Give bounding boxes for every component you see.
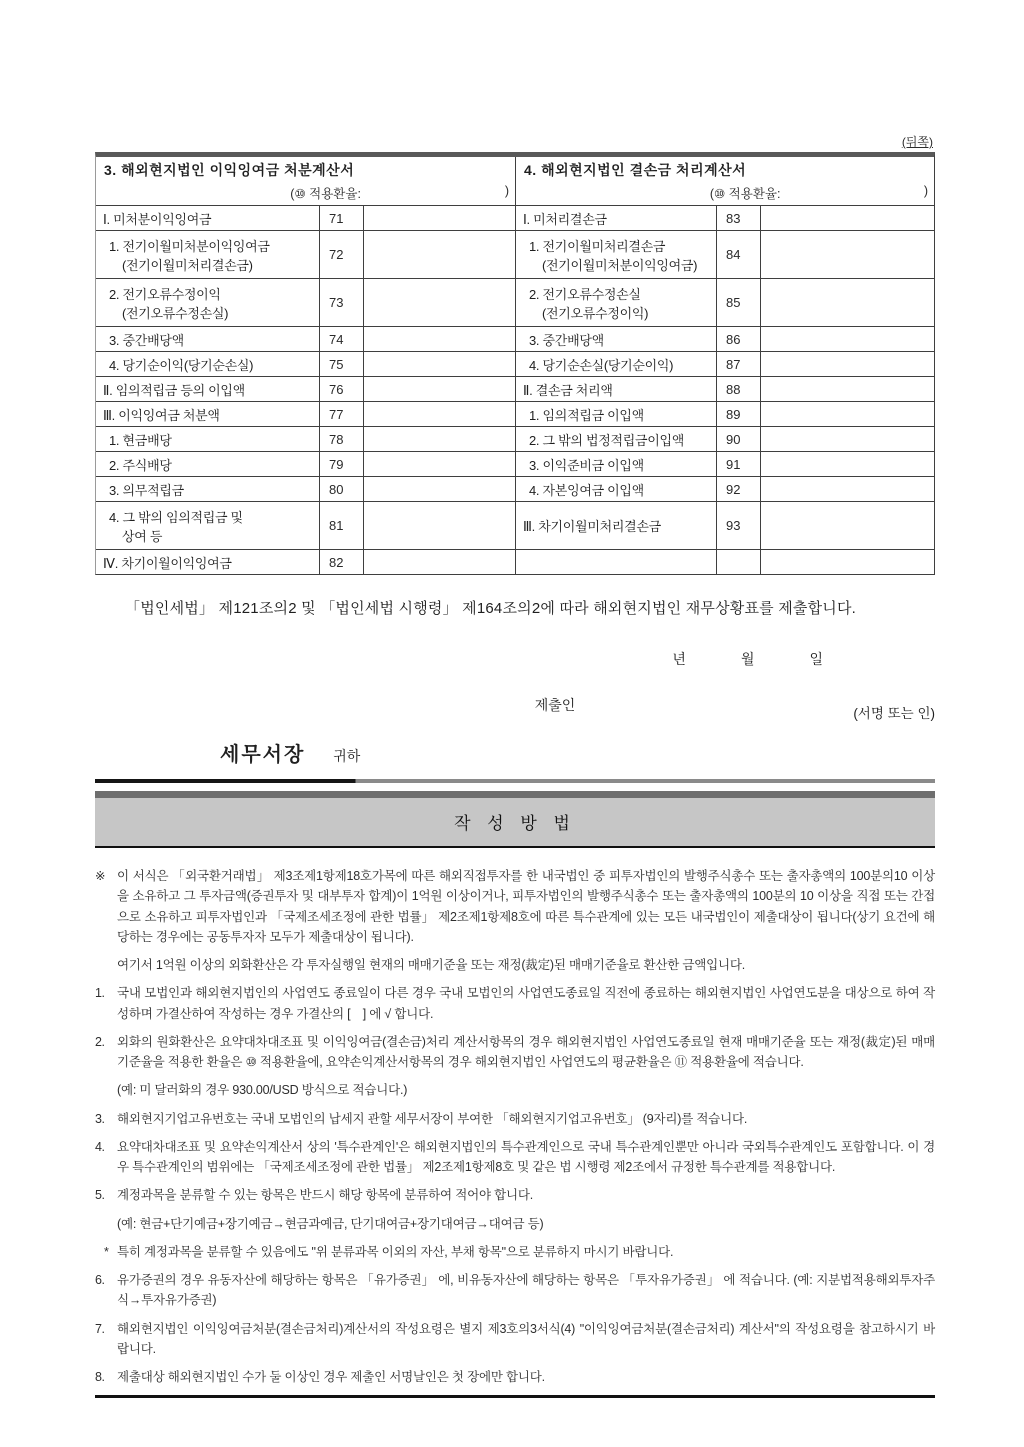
row-value-cell: [760, 352, 934, 376]
instruction-text: 유가증권의 경우 유동자산에 해당하는 항목은 「유가증권」 에, 비유동자산에 해당하는 항목은 「투자유가증권」 에 적습니다. (예: 지분법적용해외투자주식→투자유가증권): [117, 1273, 935, 1308]
row-value-cell: [363, 427, 515, 451]
row-label: Ⅱ. 임의적립금 등의 이입액: [103, 382, 245, 398]
row-code: 77: [319, 402, 363, 426]
rate-label-right: (⑩ 적용환율:: [709, 187, 781, 201]
month-label: 월: [740, 651, 755, 667]
instruction-item: [95, 1080, 935, 1100]
row-value-cell: [363, 279, 515, 326]
row-code: 75: [319, 352, 363, 376]
instruction-text: (예: 현금+단기예금+장기예금→현금과예금, 단기대여금+장기대여금→대여금 등): [117, 1216, 544, 1231]
instruction-text: 제출대상 해외현지법인 수가 둘 이상인 경우 제출인 서명날인은 첫 장에만 합니다.: [117, 1370, 545, 1384]
instruction-marker: 1.: [95, 986, 105, 1001]
row-value-cell: [363, 550, 515, 574]
row-code: 85: [716, 279, 760, 326]
row-value-cell: [363, 327, 515, 351]
row-label: [516, 550, 716, 574]
instruction-marker: 4.: [95, 1139, 105, 1154]
table-row: [96, 401, 515, 426]
row-value-cell: [363, 377, 515, 401]
retained-earnings-table: [96, 157, 515, 574]
retained-earnings-title: 3. 해외현지법인 이익잉여금 처분계산서: [104, 162, 355, 178]
bottom-rule: [95, 1395, 935, 1398]
row-label: 1. 전기이월미처분이익잉여금 (전기이월미처리결손금): [96, 231, 319, 278]
instruction-item: [95, 1270, 935, 1311]
deficit-disposal-table: [515, 157, 934, 574]
row-code: 90: [716, 427, 760, 451]
instruction-item: [95, 866, 935, 947]
row-code: 72: [319, 231, 363, 278]
row-code: 93: [716, 502, 760, 549]
row-label: 3. 의무적립금: [109, 482, 184, 498]
instruction-item: [95, 1319, 935, 1360]
row-value-cell: [760, 452, 934, 476]
row-label: Ⅲ. 이익잉여금 처분액: [103, 407, 220, 423]
row-code: 71: [319, 206, 363, 230]
instruction-item: [95, 983, 935, 1024]
table-row: [96, 549, 515, 574]
row-label: Ⅳ. 차기이월이익잉여금: [103, 555, 232, 571]
row-code: 81: [319, 502, 363, 549]
instruction-marker: 7.: [95, 1321, 105, 1336]
row-value-cell: [363, 477, 515, 501]
instruction-marker: 5.: [95, 1188, 105, 1203]
row-label: 3. 중간배당액: [109, 332, 184, 348]
row-label: 4. 당기순이익(당기순손실): [109, 357, 254, 373]
retained-earnings-rows: [96, 205, 515, 574]
row-code: 82: [319, 550, 363, 574]
row-code: 80: [319, 477, 363, 501]
row-label: 1. 임의적립금 이입액: [529, 407, 644, 423]
row-code: 76: [319, 377, 363, 401]
table-row: [96, 278, 515, 326]
method-header-top-strip: [95, 791, 935, 798]
row-label-line2: 상여 등: [122, 528, 163, 544]
row-code: 78: [319, 427, 363, 451]
instruction-text: 요약대차대조표 및 요약손익계산서 상의 '특수관계인'은 해외현지법인의 특수관계인으로 국내 특수관계인뿐만 아니라 국외특수관계인도 포함합니다. 이 경우 특수관계인의 범위에는 「국제조세조정에 관한 법률」 제2조제1항제8호 및 같은 법 시행령 제2조에서 규정한 특수관계를 적용합니다.: [117, 1139, 935, 1174]
instruction-item: [95, 1109, 935, 1129]
row-label-line2: (전기오류수정이익): [542, 305, 649, 321]
table-row: [516, 326, 934, 351]
row-value-cell: [760, 377, 934, 401]
table-row: [516, 351, 934, 376]
row-value-cell: [363, 231, 515, 278]
row-label-line2: (전기이월미처분이익잉여금): [542, 257, 698, 273]
table-row: [96, 326, 515, 351]
row-code: 73: [319, 279, 363, 326]
table-row: [516, 401, 934, 426]
row-label-line2: (전기이월미처리결손금): [122, 257, 253, 273]
submitter-line: [95, 695, 935, 722]
instruction-item: [95, 955, 935, 975]
row-label: 3. 중간배당액: [529, 332, 604, 348]
row-code: 74: [319, 327, 363, 351]
applied-exchange-rate-left: [104, 184, 509, 202]
instruction-item: [95, 1185, 935, 1205]
instruction-item: [95, 1367, 935, 1387]
table-row: [96, 205, 515, 230]
row-value-cell: [760, 550, 934, 574]
row-label: 2. 전기오류수정이익 (전기오류수정손실): [96, 279, 319, 326]
table-row: [96, 426, 515, 451]
row-label: 1. 현금배당: [109, 432, 172, 448]
instruction-item: [95, 1214, 935, 1234]
row-value-cell: [760, 231, 934, 278]
table-row: [96, 376, 515, 401]
year-label: 년: [672, 651, 686, 667]
method-title: 작 성 방 법: [95, 798, 935, 846]
row-label: 2. 주식배당: [109, 457, 172, 473]
table-row: [96, 501, 515, 549]
instruction-marker: 2.: [95, 1034, 105, 1049]
row-value-cell: [760, 427, 934, 451]
row-value-cell: [363, 352, 515, 376]
row-code: 83: [716, 206, 760, 230]
rate-close-paren-right: ): [923, 184, 928, 198]
table-row: [96, 451, 515, 476]
section-divider-rule: [95, 779, 935, 783]
row-code: 79: [319, 452, 363, 476]
instruction-item: [95, 1137, 935, 1178]
row-code: 89: [716, 402, 760, 426]
deficit-disposal-title: 4. 해외현지법인 결손금 처리계산서: [524, 162, 747, 178]
dear-label: 귀하: [333, 748, 361, 764]
row-value-cell: [760, 279, 934, 326]
back-side-label: (뒤쪽): [901, 135, 933, 149]
table-row: [516, 476, 934, 501]
applied-exchange-rate-right: [524, 184, 928, 202]
table-row: [516, 230, 934, 278]
rate-label-left: (⑩ 적용환율:: [290, 187, 361, 201]
instruction-item: [95, 1032, 935, 1073]
instruction-text: 외화의 원화환산은 요약대차대조표 및 이익잉여금(결손금)처리 계산서항목의 경우 해외현지법인 사업연도종료일 현재 매매기준율 또는 재정(裁定)된 매매기준율을 적용한 환율은 ⑩ 적용환율에, 요약손익계산서항목의 경우 해외현지법인 사업연도의 평균환율은 ⑪ 적용환율에 적습니다.: [117, 1034, 935, 1069]
row-label-line2: (전기오류수정손실): [122, 305, 229, 321]
row-value-cell: [363, 452, 515, 476]
deficit-disposal-rows: [516, 205, 934, 574]
row-label: Ⅲ. 차기이월미처리결손금: [523, 519, 661, 534]
row-code: 86: [716, 327, 760, 351]
table-row: [96, 476, 515, 501]
date-line: [95, 649, 935, 669]
instruction-text: (예: 미 달러화의 경우 930.00/USD 방식으로 적습니다.): [117, 1083, 408, 1098]
instruction-marker: 3.: [95, 1111, 105, 1126]
table-row: [516, 451, 934, 476]
row-code: 87: [716, 352, 760, 376]
row-code: 84: [716, 231, 760, 278]
row-label: 2. 그 밖의 법정적립금이입액: [529, 432, 685, 448]
rate-close-paren-left: ): [504, 184, 509, 198]
table-row: [96, 351, 515, 376]
instruction-text: 특히 계정과목을 분류할 수 있음에도 "위 분류과목 이외의 자산, 부채 항목"으로 분류하지 마시기 바랍니다.: [117, 1244, 674, 1259]
deficit-disposal-header: [516, 157, 934, 205]
row-label: Ⅰ. 미처분이익잉여금: [103, 211, 212, 227]
instructions-list: [95, 866, 935, 1387]
row-code: 92: [716, 477, 760, 501]
table-row: [96, 230, 515, 278]
instruction-text: 이 서식은 「외국환거래법」 제3조제1항제18호가목에 따른 해외직접투자를 한 내국법인 중 피투자법인의 발행주식총수 또는 출자총액의 100분의10 이상을 소유하고 그 투자금액(증권투자 및 대부투자 합계)이 1억원 이상이거나, 피투자법인의 발행주식총수 또는 출자총액의 100분의 10 이상을 직접 또는 간접으로 소유하고 피투자법인과 「국제조세조정에 관한 법률」 제2조제1항제8호에 따른 특수관계에 있는 모든 내국법인이 제출대상이 됩니다(상기 요건에 해당하는 경우에는 공동투자자 모두가 제출대상이 됩니다).: [117, 869, 935, 944]
row-value-cell: [760, 206, 934, 230]
tax-office-line: [95, 738, 935, 767]
method-section-header: [95, 791, 935, 848]
instruction-text: 계정과목을 분류할 수 있는 항목은 반드시 해당 항목에 분류하여 적어야 합니다.: [117, 1188, 534, 1203]
signature-or-seal-label: (서명 또는 인): [853, 706, 936, 721]
instruction-item: [95, 1242, 935, 1262]
row-label: Ⅰ. 미처리결손금: [523, 211, 607, 227]
row-value-cell: [363, 206, 515, 230]
row-value-cell: [760, 477, 934, 501]
row-value-cell: [760, 402, 934, 426]
instruction-marker: ※: [95, 869, 105, 883]
row-label: 4. 당기순손실(당기순이익): [529, 357, 674, 373]
instruction-marker: 6.: [95, 1273, 105, 1287]
instruction-text: 해외현지법인 이익잉여금처분(결손금처리)계산서의 작성요령은 별지 제3호의3서식(4) "이익잉여금처분(결손금처리) 계산서"의 작성요령을 참고하시기 바랍니다.: [117, 1321, 935, 1356]
instruction-text: 국내 모법인과 해외현지법인의 사업연도 종료일이 다른 경우 국내 모법인의 사업연도종료일 직전에 종료하는 해외현지법인 사업연도분을 대상으로 하여 작성하며 가결산하여 작성하는 경우 가결산의 [ ] 에 √ 합니다.: [117, 986, 935, 1021]
statement-tables: [95, 152, 935, 575]
table-row: [516, 549, 934, 574]
table-row: [516, 376, 934, 401]
row-value-cell: [363, 502, 515, 549]
day-label: 일: [809, 651, 823, 667]
submission-statement: 「법인세법」 제121조의2 및 「법인세법 시행령」 제164조의2에 따라 해외현지법인 재무상황표를 제출합니다.: [125, 600, 857, 617]
row-value-cell: [760, 502, 934, 549]
table-row: [516, 426, 934, 451]
tax-office-label: 세무서장: [220, 744, 306, 766]
instruction-text: 여기서 1억원 이상의 외화환산은 각 투자실행일 현재의 매매기준율 또는 재정(裁定)된 매매기준율로 환산한 금액입니다.: [117, 958, 746, 972]
table-row: [516, 501, 934, 549]
submitter-label: 제출인: [534, 697, 576, 713]
instruction-marker: 8.: [95, 1370, 105, 1384]
row-label: Ⅱ. 결손금 처리액: [523, 382, 613, 398]
row-label: 3. 이익준비금 이입액: [529, 457, 644, 473]
table-row: [516, 205, 934, 230]
row-label: 2. 전기오류수정손실 (전기오류수정이익): [516, 279, 716, 326]
row-label: 4. 자본잉여금 이입액: [529, 482, 644, 498]
row-value-cell: [363, 402, 515, 426]
row-code: 91: [716, 452, 760, 476]
row-label: 1. 전기이월미처리결손금 (전기이월미처분이익잉여금): [516, 231, 716, 278]
instruction-text: 해외현지기업고유번호는 국내 모법인의 납세지 관할 세무서장이 부여한 「해외현지기업고유번호」 (9자리)를 적습니다.: [117, 1111, 748, 1126]
table-row: [516, 278, 934, 326]
retained-earnings-header: [96, 157, 515, 205]
row-code: [716, 550, 760, 574]
row-value-cell: [760, 327, 934, 351]
row-label: 4. 그 밖의 임의적립금 및 상여 등: [96, 502, 319, 549]
row-code: 88: [716, 377, 760, 401]
instruction-marker: *: [104, 1244, 109, 1259]
